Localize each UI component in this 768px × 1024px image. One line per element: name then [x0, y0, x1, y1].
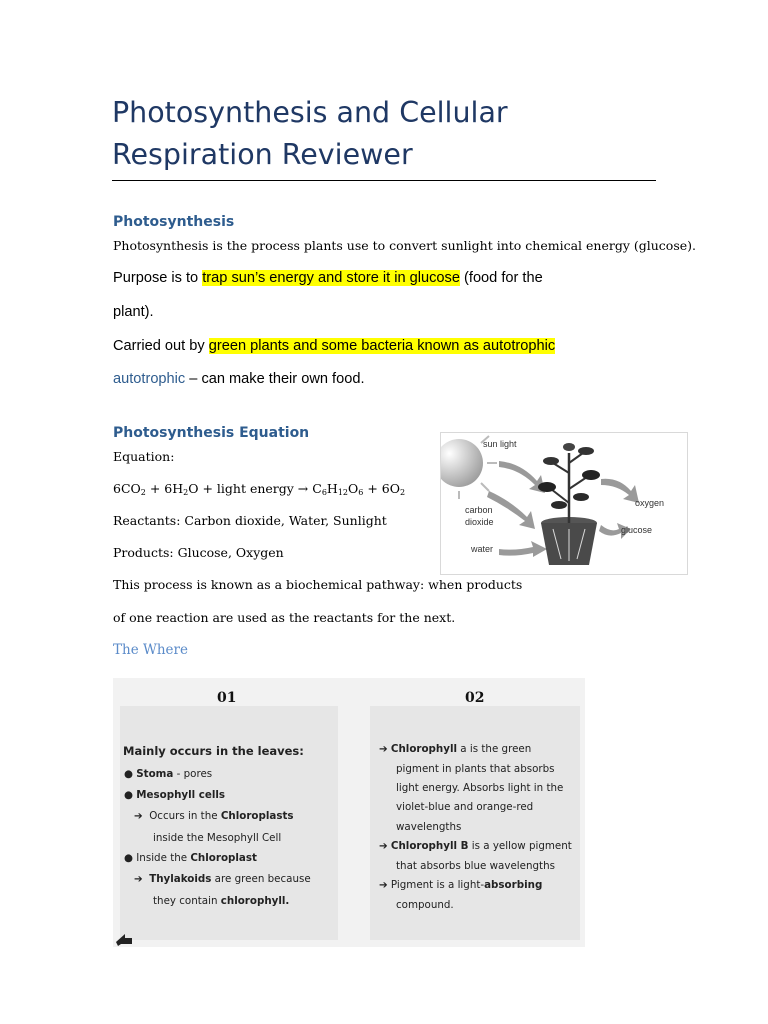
purpose-post: (food for the [464, 270, 543, 286]
heading-photosynthesis: Photosynthesis [113, 214, 235, 230]
panel2-line-7: that absorbs blue wavelengths [396, 860, 555, 872]
label-oxygen: oxygen [635, 498, 665, 508]
panel1-mesophyll: ● Mesophyll cells [124, 789, 226, 801]
panel1-inside-meso: inside the Mesophyll Cell [153, 832, 282, 844]
carried-line [113, 338, 555, 354]
label-glucose: glucose [621, 525, 653, 535]
title-divider [112, 180, 656, 181]
purpose-line [113, 270, 543, 286]
purpose-highlight: trap sun’s energy and store it in glucose [202, 270, 460, 286]
panel2-line-3: light energy. Absorbs light in the [396, 782, 564, 794]
panel1-thylakoids: ➔ Thylakoids are green because [134, 873, 311, 885]
purpose-pre: Purpose is to [113, 270, 199, 286]
panel2-line-4: violet-blue and orange-red [396, 801, 534, 813]
plant-pot-icon [541, 517, 597, 565]
panel1-inside-chloroplast: ● Inside the Chloroplast [124, 852, 257, 864]
panel2-number: 02 [465, 690, 485, 706]
label-dioxide: dioxide [465, 517, 494, 527]
autotrophic-term: autotrophic [113, 371, 186, 387]
panel2-chlorophyll-b: ➔ Chlorophyll B is a yellow pigment [379, 840, 572, 852]
panel-the-where-continued [370, 706, 580, 940]
purpose-line-2: plant). [113, 304, 154, 320]
panel2-line-5: wavelengths [396, 821, 462, 833]
slides-image [113, 678, 585, 947]
panel2-line-9: compound. [396, 899, 454, 911]
autotrophic-line [113, 371, 365, 387]
chemical-equation: $6CO_2 + 6H_2O$ + light energy → $C_6H_{12}O_6 + 6O_2$ [113, 481, 406, 497]
products-text: Products: Glucose, Oxygen [113, 545, 284, 560]
equation-label: Equation: [113, 449, 175, 464]
carried-highlight: green plants and some bacteria known as autotrophic [208, 338, 556, 354]
photosynthesis-diagram [440, 432, 688, 575]
panel1-number: 01 [217, 690, 237, 706]
panel1-stoma: ● Stoma - pores [124, 768, 213, 780]
autotrophic-definition: – can make their own food. [185, 371, 365, 387]
reactants-text: Reactants: Carbon dioxide, Water, Sunlight [113, 513, 387, 528]
panel1-occurs: ➔ Occurs in the Chloroplasts [134, 810, 294, 822]
document-title: Photosynthesis and Cellular Respiration Reviewer [112, 96, 508, 171]
carried-pre: Carried out by [113, 338, 205, 354]
label-water: water [471, 544, 494, 554]
panel2-chlorophyll-a: ➔ Chlorophyll a is the green [379, 743, 532, 755]
panel1-contain: they contain chlorophyll. [153, 895, 290, 907]
label-sun-light: sun light [483, 439, 517, 449]
heading-the-where: The Where [113, 642, 188, 658]
pathway-text-1: This process is known as a biochemical pathway: when products [113, 577, 523, 592]
arrow-cursor-icon [115, 932, 133, 946]
panel1-lead: Mainly occurs in the leaves: [123, 744, 304, 758]
label-carbon: carbon [465, 505, 493, 515]
pathway-text-2: of one reaction are used as the reactants for the next. [113, 610, 456, 625]
plant-icon [538, 443, 600, 523]
panel2-pigment: ➔ Pigment is a light-absorbing [379, 879, 543, 891]
heading-equation: Photosynthesis Equation [113, 425, 310, 441]
panel-the-where [120, 706, 338, 940]
panel2-line-2: pigment in plants that absorbs [396, 763, 555, 775]
definition-text: Photosynthesis is the process plants use to convert sunlight into chemical energy (glucose). [113, 238, 696, 253]
